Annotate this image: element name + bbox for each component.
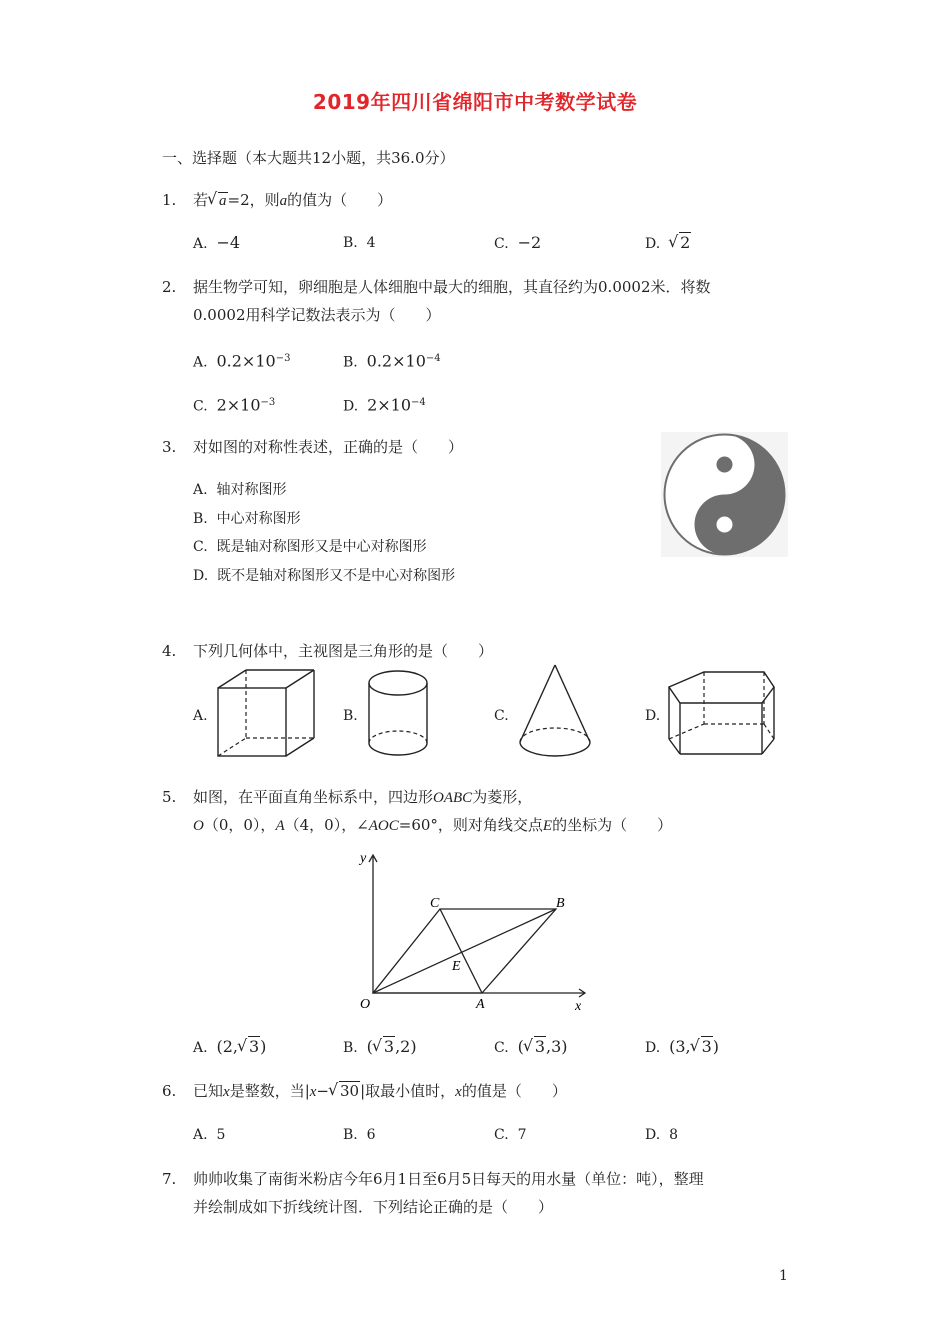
q4-option-d-label[interactable]: D.: [645, 708, 661, 724]
label-C: C: [430, 896, 440, 911]
label-x: x: [575, 999, 582, 1014]
taiji-figure: [661, 432, 788, 557]
taiji-light-dot: [717, 517, 733, 533]
q1-stem: 若√ a=2，则a的值为（ ）: [193, 190, 392, 211]
page-number: 1: [779, 1268, 788, 1284]
page-title: 2019年四川省绵阳市中考数学试卷: [312, 90, 638, 114]
q6-number: 6.: [162, 1082, 177, 1100]
q2-option-d[interactable]: D. $2\times 10^{-4}$: [343, 395, 426, 415]
q3-option-b[interactable]: B. 中心对称图形: [193, 511, 301, 527]
q3-option-a[interactable]: A. 轴对称图形: [193, 482, 287, 498]
cube-figure[interactable]: [214, 668, 318, 760]
q5-option-d[interactable]: D. (3,√ 3): [645, 1037, 719, 1058]
q6-option-c[interactable]: C. 7: [494, 1127, 527, 1143]
q6-stem: 已知x是整数，当|x−√ 30|取最小值时，x的值是（ ）: [193, 1081, 567, 1102]
q4-option-c-label[interactable]: C.: [494, 708, 509, 724]
taiji-dark-dot: [717, 457, 733, 473]
q1-option-c[interactable]: C. −2: [494, 233, 542, 252]
q1-number: 1.: [162, 191, 177, 209]
label-E: E: [452, 959, 461, 974]
cone-figure[interactable]: [515, 662, 595, 764]
q2-option-c[interactable]: C. $2\times 10^{-3}$: [193, 395, 276, 415]
q4-option-a-label[interactable]: A.: [193, 708, 208, 724]
diagonal-AC: [440, 909, 482, 993]
q7-line1: 帅帅收集了南街米粉店今年6月1日至6月5日每天的用水量（单位：吨），整理: [193, 1170, 704, 1188]
q3-stem: 对如图的对称性表述，正确的是（ ）: [193, 438, 464, 456]
q5-line2: O（0，0），A（4，0），∠AOC=60°，则对角线交点E的坐标为（ ）: [193, 816, 673, 834]
q2-line2: 0.0002用科学记数法表示为（ ）: [193, 306, 441, 324]
q6-option-d[interactable]: D. 8: [645, 1127, 679, 1143]
diagonal-OB: [373, 909, 556, 993]
q2-number: 2.: [162, 278, 177, 296]
section-heading: 一、选择题（本大题共12小题，共36.0分）: [162, 149, 455, 167]
q1-option-a[interactable]: A. −4: [193, 233, 241, 252]
q3-option-c[interactable]: C. 既是轴对称图形又是中心对称图形: [193, 539, 427, 555]
q3-option-d[interactable]: D. 既不是轴对称图形又不是中心对称图形: [193, 568, 456, 584]
rhombus-coordinate-figure: [352, 848, 592, 1018]
q2-option-b[interactable]: B. $0.2\times 10^{-4}$: [343, 351, 441, 371]
q5-option-c[interactable]: C. (√ 3,3): [494, 1037, 568, 1058]
q5-option-a[interactable]: A. (2,√ 3): [193, 1037, 266, 1058]
q6-option-a[interactable]: A. 5: [193, 1127, 226, 1143]
q4-stem: 下列几何体中，主视图是三角形的是（ ）: [193, 642, 494, 660]
q1-option-b[interactable]: B. 4: [343, 235, 376, 251]
cube-front-face: [218, 688, 286, 756]
label-O: O: [360, 997, 371, 1012]
q6-option-b[interactable]: B. 6: [343, 1127, 376, 1143]
q5-number: 5.: [162, 788, 177, 806]
q7-line2: 并绘制成如下折线统计图．下列结论正确的是（ ）: [193, 1198, 554, 1216]
q5-line1: 如图，在平面直角坐标系中，四边形OABC为菱形，: [193, 788, 533, 806]
label-B: B: [556, 896, 565, 911]
cylinder-figure[interactable]: [363, 667, 433, 761]
q2-option-a[interactable]: A. $0.2\times 10^{-3}$: [193, 351, 291, 371]
q2-line1: 据生物学可知，卵细胞是人体细胞中最大的细胞，其直径约为0.0002米．将数: [193, 278, 711, 296]
q5-option-b[interactable]: B. (√ 3,2): [343, 1037, 417, 1058]
q4-option-b-label[interactable]: B.: [343, 708, 358, 724]
hexagonal-prism-figure[interactable]: [666, 669, 780, 759]
q4-number: 4.: [162, 642, 177, 660]
q3-number: 3.: [162, 438, 177, 456]
label-y: y: [360, 851, 367, 866]
q7-number: 7.: [162, 1170, 177, 1188]
label-A: A: [476, 997, 485, 1012]
q1-option-d[interactable]: D. √ 2: [645, 233, 691, 254]
